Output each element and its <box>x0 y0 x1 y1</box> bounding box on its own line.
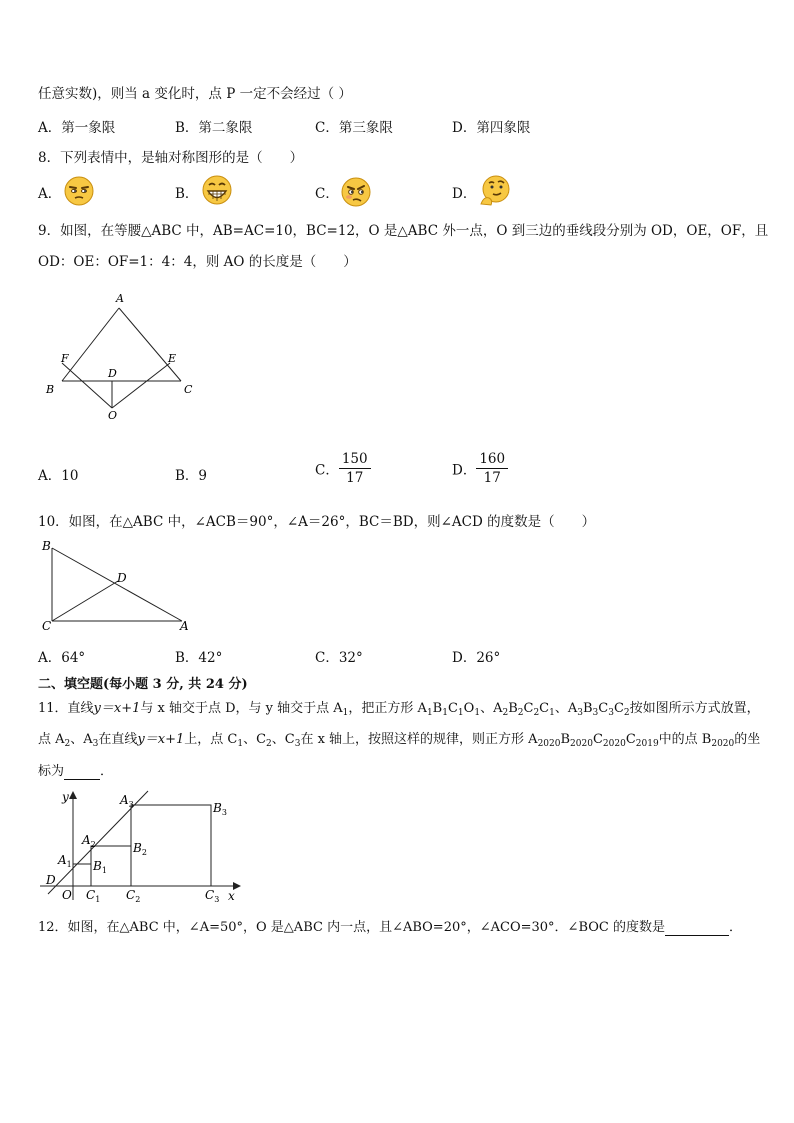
q9-stem-line2: OD：OE：OF=1：4：4，则 AO 的长度是（ ） <box>38 254 357 270</box>
annoyed-face-icon <box>63 175 95 207</box>
q9-option-c[interactable] <box>315 450 371 487</box>
q9-option-b[interactable]: B．9 <box>175 468 208 484</box>
q9-option-d[interactable] <box>452 450 508 487</box>
q11-label-c1: $C_1$ <box>86 888 101 904</box>
q11-label-c3: $C_3$ <box>205 888 220 904</box>
q10-stem: 10．如图，在△ABC 中，∠ACB＝90°，∠A＝26°，BC＝BD，则∠ACD 的度数是（ ） <box>38 514 596 530</box>
q10-option-d[interactable]: D．26° <box>452 650 501 666</box>
q7-option-c[interactable]: C．第三象限 <box>315 120 393 136</box>
q9-option-c-numerator: 150 <box>339 450 371 469</box>
q7-option-b[interactable]: B．第二象限 <box>175 120 253 136</box>
q12-answer-blank[interactable] <box>665 920 729 936</box>
q11-stem-line3: 标为 ． <box>38 764 114 779</box>
q11-label-o: O <box>62 888 72 902</box>
q11-stem-line2: 点 $A_2$、$A_3$在直线y＝x+1上，点 $C_1$、$C_2$、$C_3$在 x 轴上，按照这样的规律，则正方形 $A_{2020}B_{2020}C_{2020}C_{2019}$中的点 $B_{2020}$的坐 <box>38 732 761 749</box>
q11-label-b2: $B_2$ <box>133 841 147 857</box>
q10-option-a[interactable]: A．64° <box>38 650 86 666</box>
q9-option-d-prefix: D． <box>452 462 477 479</box>
q11-label-a3: $A_3$ <box>120 793 134 809</box>
q11-label-x: x <box>228 889 235 903</box>
q7-option-a[interactable]: A．第一象限 <box>38 120 116 136</box>
q9-option-a[interactable]: A．10 <box>38 468 79 484</box>
thinking-face-icon <box>478 174 512 208</box>
q9-option-d-denominator: 17 <box>483 470 501 486</box>
section-heading: 二、填空题(每小题 3 分, 共 24 分) <box>38 677 248 692</box>
q11-squares-figure <box>30 786 250 906</box>
q11-label-c2: $C_2$ <box>126 888 141 904</box>
q9-label-c: C <box>184 383 193 396</box>
q11-label-y: y <box>62 790 69 804</box>
q11-answer-blank[interactable] <box>64 764 100 780</box>
q8-stem: 8．下列表情中，是轴对称图形的是（ ） <box>38 150 304 166</box>
disdain-face-icon <box>340 176 372 208</box>
q11-label-a1: $A_1$ <box>58 853 72 869</box>
q10-triangle-figure <box>38 536 198 636</box>
q9-label-d: D <box>108 367 117 380</box>
q7-option-d[interactable]: D．第四象限 <box>452 120 531 136</box>
q9-triangle-figure <box>38 288 213 428</box>
q10-label-c: C <box>42 619 52 633</box>
q10-label-a: A <box>180 619 189 633</box>
q7-stem: 任意实数)，则当 a 变化时，点 P 一定不会经过（ ） <box>38 86 352 102</box>
q9-label-b: B <box>46 383 55 396</box>
q8-option-b-label[interactable]: B． <box>175 186 199 202</box>
q12-stem: 12．如图，在△ABC 中，∠A=50°，O 是△ABC 内一点，且∠ABO=20°，∠ACO=30°．∠BOC 的度数是 ． <box>38 920 742 935</box>
q10-option-b[interactable]: B．42° <box>175 650 223 666</box>
q9-option-c-fraction <box>339 450 371 487</box>
q10-label-b: B <box>42 539 51 553</box>
q9-stem-line1: 9．如图，在等腰△ABC 中，AB=AC=10，BC=12，O 是△ABC 外一点，O 到三边的垂线段分别为 OD，OE，OF，且 <box>38 223 769 239</box>
q9-label-a: A <box>116 292 124 305</box>
q9-option-d-numerator: 160 <box>476 450 508 469</box>
q9-label-f: F <box>61 352 69 365</box>
q9-option-d-fraction <box>476 450 508 487</box>
q8-option-d-label[interactable]: D． <box>452 186 477 202</box>
q11-label-d: D <box>46 873 56 887</box>
q10-label-d: D <box>117 571 127 585</box>
q11-stem-line1: 11．直线y＝x+1与 x 轴交于点 D，与 y 轴交于点 $A_1$，把正方形 $A_1B_1C_1O_1$、$A_2B_2C_2C_1$、$A_3B_3C_3C_2$按如图所示方式放置， <box>38 701 760 718</box>
grinning-face-icon <box>201 174 233 206</box>
q9-label-o: O <box>108 409 118 422</box>
q9-option-c-denominator: 17 <box>346 470 364 486</box>
q11-label-b3: $B_3$ <box>213 801 227 817</box>
q9-option-c-prefix: C． <box>315 462 339 479</box>
q8-option-c-label[interactable]: C． <box>315 186 339 202</box>
q8-option-a-label[interactable]: A． <box>38 186 62 202</box>
q11-label-a2: $A_2$ <box>82 833 96 849</box>
q9-label-e: E <box>168 352 177 365</box>
q10-option-c[interactable]: C．32° <box>315 650 363 666</box>
q11-label-b1: $B_1$ <box>93 859 107 875</box>
